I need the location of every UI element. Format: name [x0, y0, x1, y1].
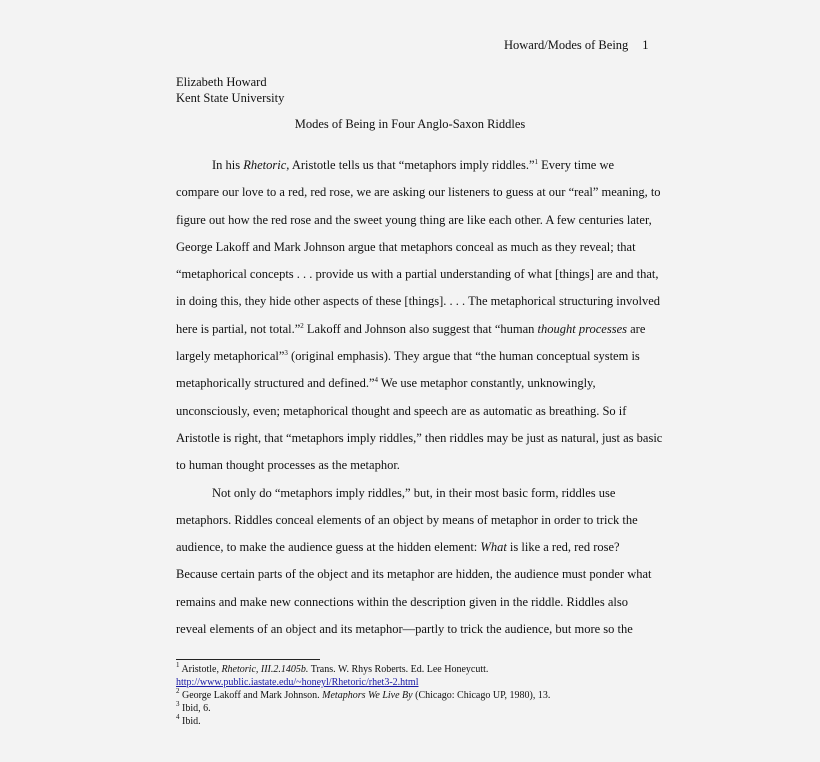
author-block [176, 74, 284, 106]
footnote-1 [176, 663, 550, 676]
text-run: George Lakoff and Mark Johnson. [179, 690, 323, 701]
italic-title: Metaphors We Live By [322, 690, 413, 701]
text-run: are [627, 321, 646, 336]
italic-emphasis: What [480, 540, 507, 555]
body-text [176, 152, 663, 643]
text-run: is like a red, red rose? [506, 540, 620, 555]
text-run: Trans. W. Rhys Roberts. Ed. Lee Honeycutt. [308, 664, 489, 675]
footnote-number: 3 [176, 700, 180, 708]
running-head [504, 38, 649, 53]
body-line: remains and make new connections within the description given in the riddle. Riddles also [176, 594, 628, 609]
footnote-ref: 4 [374, 376, 379, 385]
body-line: in doing this, they hide other aspects of these [things]. . . . The metaphorical structuring involved [176, 294, 661, 309]
text-run: We use metaphor constantly, unknowingly, [378, 376, 596, 391]
text-run: Aristotle tells us that “metaphors imply riddles.” [289, 158, 535, 172]
footnote-2 [176, 689, 550, 702]
footnote-ref: 1 [534, 158, 539, 166]
text-run: (original emphasis). They argue that “the human conceptual system is [287, 349, 640, 364]
footnote-number: 2 [176, 687, 180, 695]
author-name: Elizabeth Howard [176, 75, 267, 89]
footnote-3 [176, 702, 550, 715]
text-run: Lakoff and Johnson also suggest that “human [303, 321, 538, 336]
footnote-divider [176, 659, 320, 660]
text-run: here is partial, not total.” [176, 321, 301, 336]
italic-title: Rhetoric, III.2.1405b. [221, 664, 309, 675]
body-line [176, 316, 652, 343]
running-head-text: Howard/Modes of Being [504, 38, 629, 52]
body-line: reveal elements of an object and its metaphor—partly to trick the audience, but more so the [176, 622, 633, 637]
body-line: “metaphorical concepts . . . provide us with a partial understanding of what [things] are and that, [176, 267, 659, 282]
footnotes [176, 663, 550, 728]
footnote-link[interactable]: http://www.public.iastate.edu/~honeyl/Rhetoric/rhet3-2.html [176, 677, 419, 688]
footnote-ref: 3 [284, 349, 288, 358]
footnote-4 [176, 715, 550, 728]
text-run: (Chicago: Chicago UP, 1980), 13. [412, 690, 551, 701]
body-line: Not only do “metaphors imply riddles,” but, in their most basic form, riddles use [212, 485, 616, 500]
text-run: Aristotle, [179, 664, 222, 675]
body-line: unconsciously, even; metaphorical thought and speech are as automatic as breathing. So if [176, 403, 627, 418]
body-line: to human thought processes as the metaphor. [176, 458, 400, 473]
body-line [176, 343, 652, 370]
footnote-1-url [176, 676, 550, 689]
text-run: metaphorically structured and defined.” [176, 376, 375, 391]
page-number: 1 [642, 38, 649, 52]
body-line: Because certain parts of the object and its metaphor are hidden, the audience must ponder what [176, 567, 652, 582]
body-line: figure out how the red rose and the sweet young thing are like each other. A few centuries later, [176, 212, 652, 227]
body-line [176, 534, 652, 561]
body-line: Aristotle is right, that “metaphors imply riddles,” then riddles may be just as natural, just as basic [176, 430, 663, 445]
italic-emphasis: thought processes [537, 321, 627, 336]
text-run: In his [212, 158, 244, 172]
body-line: metaphors. Riddles conceal elements of an object by means of metaphor in order to trick the [176, 512, 638, 527]
footnote-ref: 2 [300, 321, 304, 330]
body-line: George Lakoff and Mark Johnson argue that metaphors conceal as much as they reveal; that [176, 239, 636, 254]
body-line [176, 152, 652, 179]
text-run: Ibid. [179, 716, 201, 727]
author-affiliation: Kent State University [176, 91, 285, 105]
text-run: Ibid, 6. [179, 703, 211, 714]
footnote-number: 4 [176, 713, 180, 721]
text-run: audience, to make the audience guess at the hidden element: [176, 540, 481, 555]
footnote-number: 1 [176, 661, 180, 669]
text-run: largely metaphorical” [176, 349, 285, 364]
body-line: compare our love to a red, red rose, we are asking our listeners to guess at our “real” meaning, to [176, 185, 661, 200]
italic-title: Rhetoric, [243, 158, 290, 172]
text-run: Every time we [538, 158, 615, 172]
body-line [176, 370, 652, 397]
paper-title: Modes of Being in Four Anglo-Saxon Riddles [294, 117, 526, 131]
